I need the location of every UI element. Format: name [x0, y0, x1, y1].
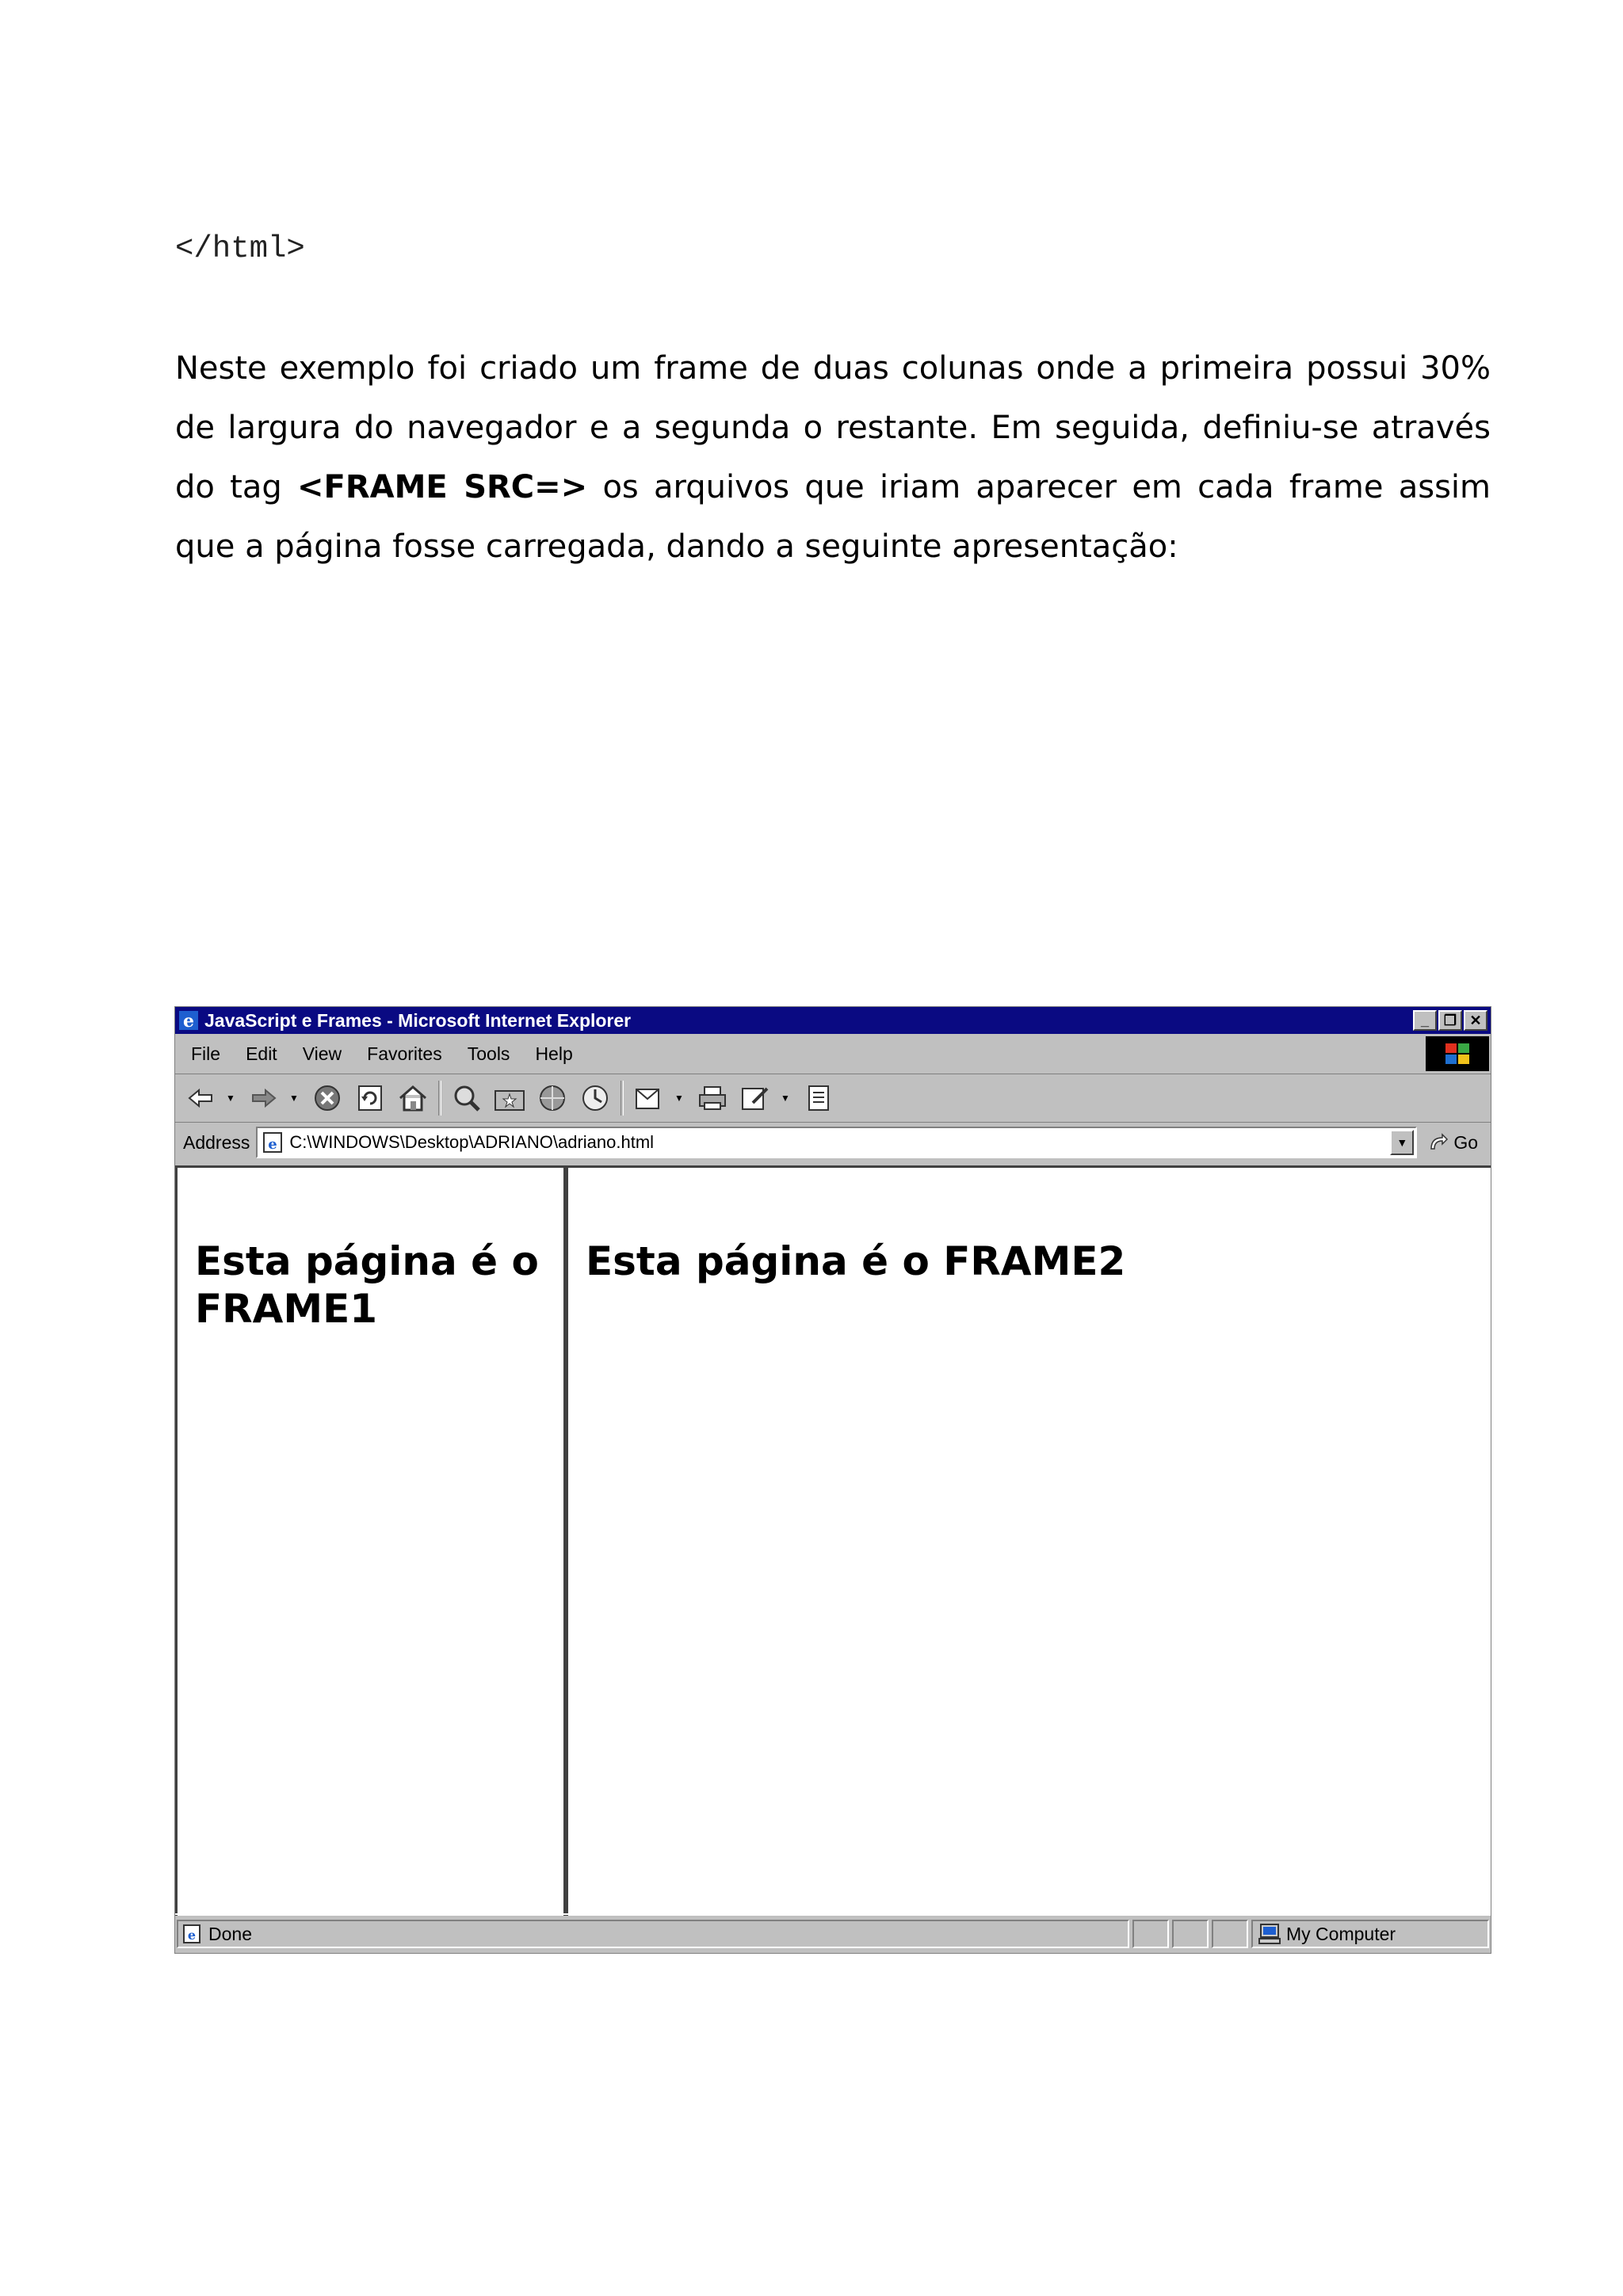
- title-bar: [175, 1007, 1491, 1034]
- svg-text:e: e: [268, 1136, 278, 1153]
- window-title: JavaScript e Frames - Microsoft Internet Explorer: [204, 1009, 632, 1031]
- status-cell: [1172, 1920, 1209, 1948]
- forward-arrow-icon[interactable]: [246, 1081, 281, 1116]
- history-icon[interactable]: [578, 1081, 613, 1116]
- menu-file[interactable]: File: [191, 1043, 221, 1064]
- address-dropdown-icon[interactable]: ▼: [1390, 1130, 1414, 1155]
- menu-view[interactable]: View: [302, 1043, 342, 1064]
- discuss-icon[interactable]: [801, 1081, 836, 1116]
- refresh-icon[interactable]: [353, 1081, 388, 1116]
- back-arrow-icon[interactable]: [183, 1081, 218, 1116]
- zone-panel: [1251, 1920, 1489, 1948]
- zone-text: My Computer: [1286, 1923, 1396, 1944]
- computer-icon: [1258, 1923, 1281, 1945]
- edit-dropdown-icon[interactable]: ▼: [781, 1093, 790, 1104]
- menu-edit[interactable]: Edit: [246, 1043, 277, 1064]
- minimize-button[interactable]: _: [1413, 1010, 1437, 1031]
- status-cell: [1212, 1920, 1248, 1948]
- stop-icon[interactable]: [310, 1081, 345, 1116]
- menu-help[interactable]: Help: [535, 1043, 573, 1064]
- address-value: C:\WINDOWS\Desktop\ADRIANO\adriano.html: [289, 1132, 655, 1152]
- page-done-icon: [181, 1924, 202, 1944]
- address-bar: [175, 1123, 1491, 1162]
- close-button[interactable]: ✕: [1464, 1010, 1487, 1031]
- search-icon[interactable]: [449, 1081, 484, 1116]
- frameset: [175, 1165, 1491, 1916]
- svg-text:e: e: [187, 1928, 197, 1943]
- menu-favorites[interactable]: Favorites: [367, 1043, 442, 1064]
- explanation-paragraph: [175, 339, 1491, 577]
- toolbar: [175, 1074, 1491, 1123]
- paragraph-text-1: Neste exemplo foi criado um frame de duas colunas onde a primeira possui 30% de largura do navegador e a segunda o restante. Em seguida, definiu-se através do tag: [175, 350, 1491, 505]
- back-dropdown-icon[interactable]: ▼: [226, 1093, 235, 1104]
- edit-icon[interactable]: [738, 1081, 773, 1116]
- status-panel: [177, 1920, 1129, 1948]
- address-label: Address: [183, 1131, 250, 1153]
- menu-bar: [175, 1034, 1491, 1074]
- mail-icon[interactable]: [632, 1081, 666, 1116]
- frame2-heading: Esta página é o FRAME2: [586, 1238, 1126, 1284]
- svg-text:e: e: [183, 1011, 194, 1032]
- forward-dropdown-icon[interactable]: ▼: [289, 1093, 299, 1104]
- favorites-icon[interactable]: [492, 1081, 527, 1116]
- print-icon[interactable]: [695, 1081, 730, 1116]
- browser-window-screenshot: [174, 1006, 1491, 1954]
- media-icon[interactable]: [535, 1081, 570, 1116]
- restore-button[interactable]: ❐: [1438, 1010, 1462, 1031]
- code-closing-html-tag: </html>: [175, 231, 305, 266]
- paragraph-text-2: os arquivos que iriam aparecer em cada frame assim que a página fosse carregada, dando a seguinte apresentação:: [175, 469, 1491, 565]
- menu-tools[interactable]: Tools: [467, 1043, 510, 1064]
- frame-2: [568, 1168, 1491, 1916]
- home-icon[interactable]: [395, 1081, 430, 1116]
- go-button[interactable]: [1428, 1132, 1478, 1154]
- ie-logo-icon: [178, 1009, 200, 1032]
- status-cell: [1132, 1920, 1169, 1948]
- status-bar: [175, 1913, 1491, 1953]
- windows-logo-icon: [1426, 1036, 1489, 1071]
- frame1-heading: Esta página é o FRAME1: [195, 1238, 539, 1332]
- paragraph-bold-tag: <FRAME SRC=>: [296, 469, 588, 505]
- mail-dropdown-icon[interactable]: ▼: [674, 1093, 684, 1104]
- page-icon: [261, 1131, 285, 1154]
- go-arrow-icon: [1428, 1133, 1449, 1152]
- go-label: Go: [1453, 1131, 1478, 1153]
- frame-1: [175, 1168, 568, 1916]
- address-input[interactable]: [256, 1127, 1417, 1158]
- status-text: Done: [208, 1923, 252, 1944]
